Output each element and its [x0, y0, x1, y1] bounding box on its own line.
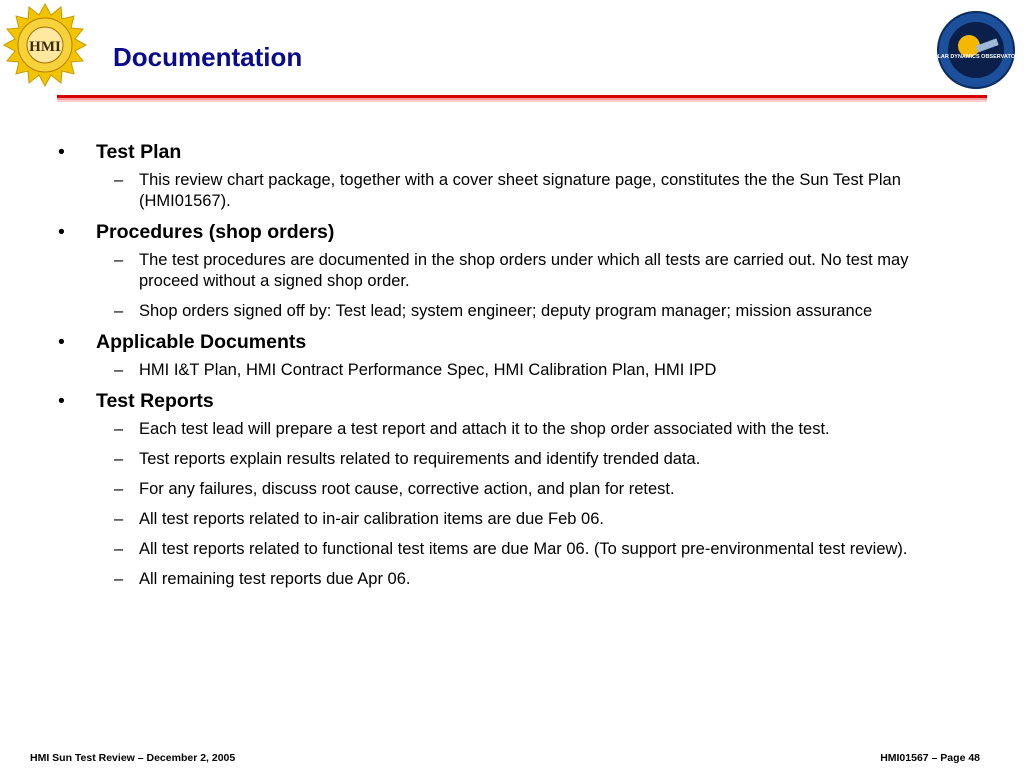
hmi-logo-text: HMI — [29, 39, 61, 55]
sub-item: – Shop orders signed off by: Test lead; system engineer; deputy program manager; mission assurance — [114, 302, 873, 320]
sub-item: – The test procedures are documented in the shop orders under which all tests are carried out. No test may proceed without a signed shop order. — [114, 251, 909, 290]
bullet-marker: • — [58, 141, 65, 163]
bullet-heading: Procedures (shop orders) — [96, 221, 335, 243]
bullet-test-plan — [56, 140, 976, 164]
sub-item: – All remaining test reports due Apr 06. — [114, 570, 411, 588]
sub-item: – Test reports explain results related to requirements and identify trended data. — [114, 450, 701, 468]
sub-item: – For any failures, discuss root cause, corrective action, and plan for retest. — [114, 480, 675, 498]
bullet-marker: • — [58, 331, 65, 353]
footer-left: HMI Sun Test Review – December 2, 2005 — [30, 752, 236, 764]
bullet-marker: • — [58, 221, 65, 243]
bullet-marker: • — [58, 390, 65, 412]
sdo-logo-text: SOLAR DYNAMICS OBSERVATORY — [929, 54, 1023, 60]
sub-item: – Each test lead will prepare a test report and attach it to the shop order associated with the test. — [114, 420, 830, 438]
hmi-logo — [3, 3, 87, 87]
bullet-procedures — [56, 220, 976, 244]
page-title: Documentation — [113, 42, 303, 72]
sub-item: – All test reports related to functional test items are due Mar 06. (To support pre-environmental test review). — [114, 540, 908, 558]
sub-item: – This review chart package, together with a cover sheet signature page, constitutes the the Sun Test Plan (HMI01567). — [114, 171, 901, 210]
sdo-logo — [929, 10, 1023, 90]
svg-text:SOLAR DYNAMICS OBSERVATORY — [930, 54, 1023, 60]
bullet-applicable-documents — [56, 330, 976, 354]
bullet-heading: Test Plan — [96, 141, 182, 163]
bullet-heading: Applicable Documents — [96, 331, 307, 353]
footer-page-number: HMI01567 – Page 48 — [880, 752, 980, 764]
sub-item: – All test reports related to in-air calibration items are due Feb 06. — [114, 510, 604, 528]
sub-item: – HMI I&T Plan, HMI Contract Performance Spec, HMI Calibration Plan, HMI IPD — [114, 361, 717, 379]
bullet-test-reports — [56, 389, 976, 413]
title-divider — [57, 95, 987, 104]
slide-body — [56, 140, 976, 590]
bullet-heading: Test Reports — [96, 390, 214, 412]
